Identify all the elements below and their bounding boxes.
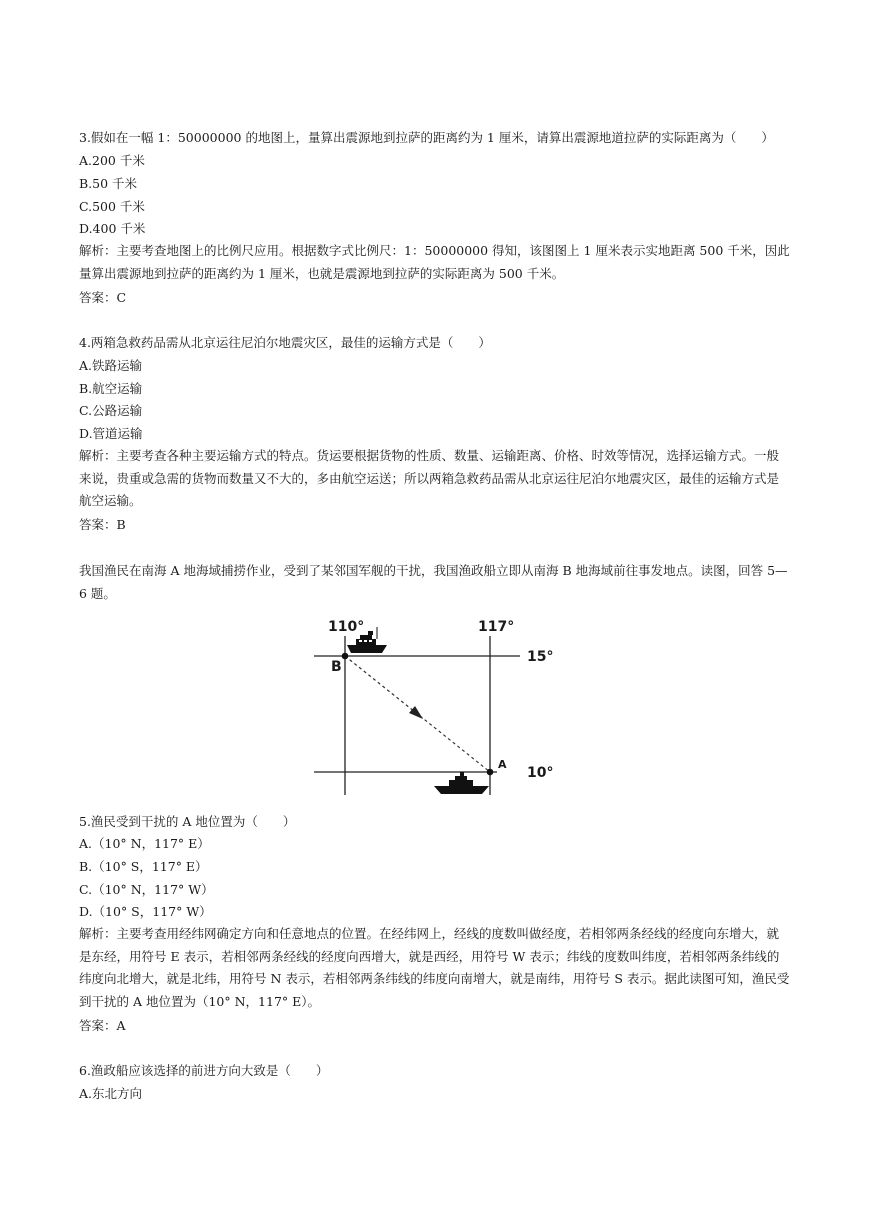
question-3-analysis: 解析：主要考查地图上的比例尺应用。根据数字式比例尺：1：50000000 得知，该图图上 1 厘米表示实地距离 500 千米，因此量算出震源地到拉萨的距离约为 1 厘米，也就是震源地到拉萨的实际距离为 500 千米。	[79, 243, 790, 281]
point-a-label: A	[498, 758, 507, 771]
question-3-option-d: D.400 千米	[79, 221, 146, 236]
latitude-label-10: 10°	[527, 765, 554, 781]
questions-5-6-intro: 我国渔民在南海 A 地海域捕捞作业，受到了某邻国军舰的干扰，我国渔政船立即从南海 B 地海域前往事发地点。读图，回答 5—6 题。	[79, 563, 788, 601]
point-a-dot	[487, 769, 494, 776]
question-3-option-b: B.50 千米	[79, 176, 138, 191]
warship-icon	[434, 772, 489, 794]
question-6-option-a: A.东北方向	[79, 1086, 143, 1101]
latitude-label-15: 15°	[527, 649, 554, 665]
question-5-option-a: A.（10° N，117° E）	[79, 836, 210, 851]
question-5-option-c: C.（10° N，117° W）	[79, 882, 214, 897]
question-5-stem: 5.渔民受到干扰的 A 地位置为（ ）	[79, 814, 296, 829]
longitude-label-117: 117°	[478, 619, 515, 635]
question-5-analysis: 解析：主要考查用经纬网确定方向和任意地点的位置。在经纬网上，经线的度数叫做经度，若相邻两条经线的经度向东增大，就是东经，用符号 E 表示，若相邻两条经线的经度向西增大，就是西经，用符号 W 表示；纬线的度数叫纬度，若相邻两条纬线的纬度向北增大，就是北纬，用符号 N 表示，若相邻两条纬线的纬度向南增大，就是南纬，用符号 S 表示。据此读图可知，渔民受到干扰的 A 地位置为（10° N，117° E）。	[79, 926, 790, 1010]
question-6-stem: 6.渔政船应该选择的前进方向大致是（ ）	[79, 1063, 329, 1078]
question-4-option-a: A.铁路运输	[79, 358, 143, 373]
question-5-option-d: D.（10° S，117° W）	[79, 904, 212, 919]
question-5-option-b: B.（10° S，117° E）	[79, 859, 208, 874]
question-3-stem: 3.假如在一幅 1：50000000 的地图上，量算出震源地到拉萨的距离约为 1 厘米，请算出震源地道拉萨的实际距离为（ ）	[79, 130, 774, 145]
question-4-stem: 4.两箱急救药品需从北京运往尼泊尔地震灾区，最佳的运输方式是（ ）	[79, 335, 491, 350]
question-4-answer: 答案：B	[79, 517, 126, 532]
point-b-dot	[342, 653, 349, 660]
question-4-option-b: B.航空运输	[79, 381, 143, 396]
question-4-option-d: D.管道运输	[79, 426, 143, 441]
question-3-option-c: C.500 千米	[79, 199, 145, 214]
question-3-option-a: A.200 千米	[79, 153, 145, 168]
point-b-label: B	[331, 659, 342, 675]
question-5-answer: 答案：A	[79, 1018, 126, 1033]
question-4-option-c: C.公路运输	[79, 403, 143, 418]
question-3-answer: 答案：C	[79, 290, 127, 305]
longitude-label-110: 110°	[328, 619, 365, 635]
route-direction-arrow-icon	[409, 706, 423, 719]
question-4-analysis: 解析：主要考查各种主要运输方式的特点。货运要根据货物的性质、数量、运输距离、价格、时效等情况，选择运输方式。一般来说，贵重或急需的货物而数量又不大的，多由航空运送；所以两箱急救药品需从北京运往尼泊尔地震灾区，最佳的运输方式是航空运输。	[79, 448, 780, 509]
lat-lon-grid-svg	[312, 612, 562, 797]
lat-lon-grid-figure	[312, 612, 562, 797]
